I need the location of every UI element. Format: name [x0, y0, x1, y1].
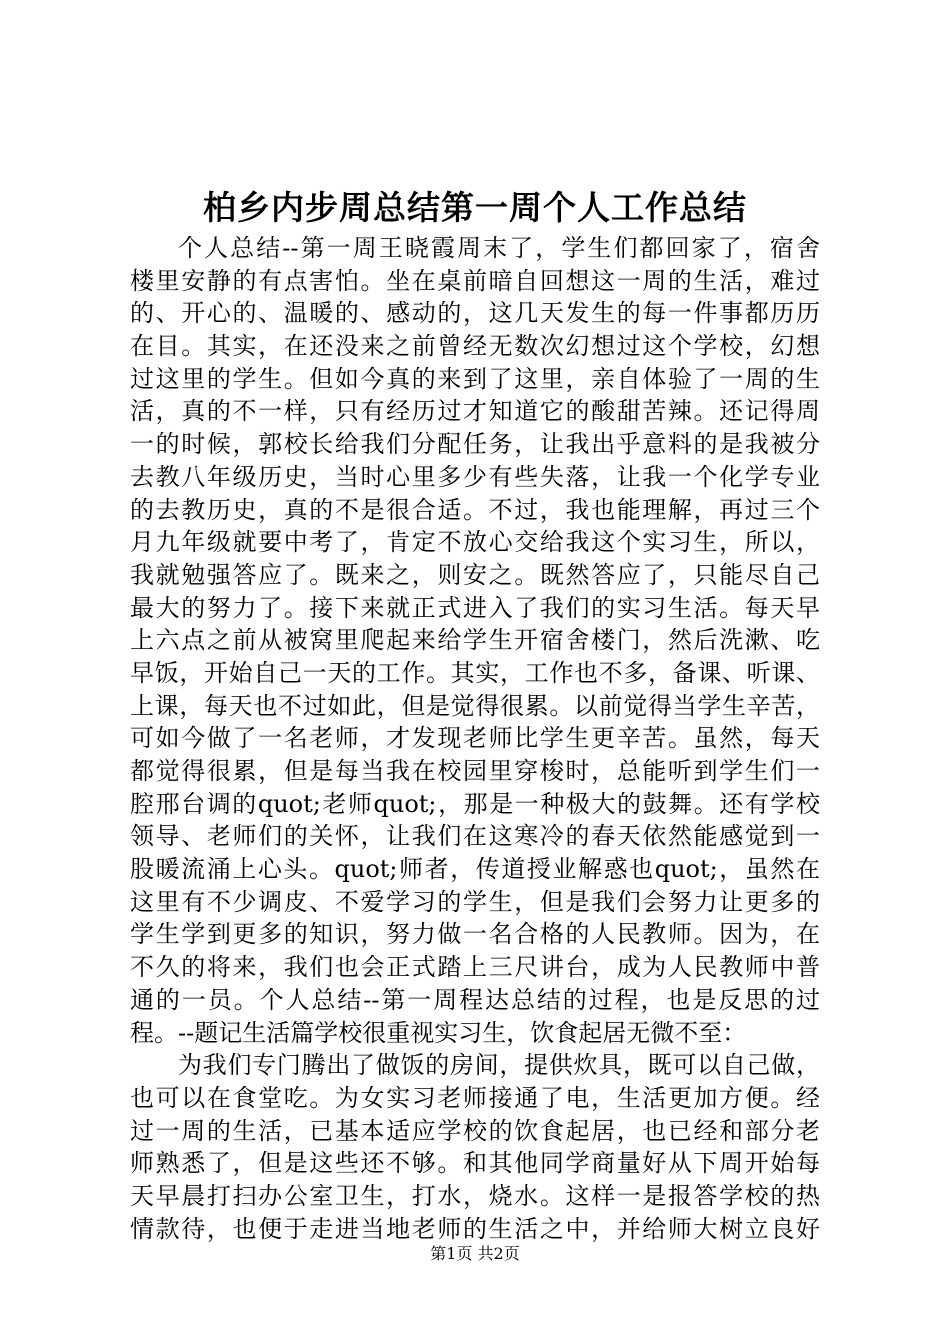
- text-line: 最大的努力了。接下来就正式进入了我们的实习生活。每天早: [130, 593, 820, 622]
- text-line: 可如今做了一名老师，才发现老师比学生更辛苦。虽然，每天: [130, 724, 820, 753]
- page-number-footer: 第1页 共2页: [430, 1244, 520, 1263]
- text-line: 都觉得很累，但是每当我在校园里穿梭时，总能听到学生们一: [130, 757, 820, 785]
- text-line: 一的时候，郭校长给我们分配任务，让我出乎意料的是我被分: [130, 430, 820, 459]
- text-line: 上六点之前从被窝里爬起来给学生开宿舍楼门，然后洗漱、吃: [130, 626, 820, 655]
- text-line: 情款待，也便于走进当地老师的生活之中，并给师大树立良好: [130, 1214, 820, 1243]
- text-line: 的去教历史，真的不是很合适。不过，我也能理解，再过三个: [130, 495, 820, 524]
- text-line: 活，真的不一样，只有经历过才知道它的酸甜苦辣。还记得周: [130, 397, 820, 426]
- text-line: 不久的将来，我们也会正式踏上三尺讲台，成为人民教师中普: [130, 953, 820, 982]
- text-line: 为我们专门腾出了做饭的房间，提供炊具，既可以自己做，: [178, 1051, 820, 1080]
- text-line: 师熟悉了，但是这些还不够。和其他同学商量好从下周开始每: [130, 1149, 820, 1178]
- text-line: 早饭，开始自己一天的工作。其实，工作也不多，备课、听课、: [130, 658, 820, 687]
- document-body: [130, 232, 820, 1245]
- text-line: 程。--题记生活篇学校很重视实习生，饮食起居无微不至：: [130, 1018, 747, 1047]
- text-line: 学生学到更多的知识，努力做一名合格的人民教师。因为，在: [130, 920, 820, 949]
- text-line: 月九年级就要中考了，肯定不放心交给我这个实习生，所以，: [130, 528, 820, 557]
- text-line: 也可以在食堂吃。为女实习老师接通了电，生活更加方便。经: [130, 1083, 820, 1112]
- text-line: 股暖流涌上心头。quot;师者，传道授业解惑也quot;，虽然在: [130, 855, 820, 884]
- text-line: 我就勉强答应了。既来之，则安之。既然答应了，只能尽自己: [130, 560, 820, 589]
- text-line: 上课，每天也不过如此，但是觉得很累。以前觉得当学生辛苦，: [130, 691, 820, 720]
- text-line: 过一周的生活，已基本适应学校的饮食起居，也已经和部分老: [130, 1116, 820, 1145]
- text-line: 腔邢台调的quot;老师quot;，那是一种极大的鼓舞。还有学校: [130, 789, 820, 818]
- text-line: 领导、老师们的关怀，让我们在这寒冷的春天依然能感觉到一: [130, 822, 820, 851]
- text-line: 在目。其实，在还没来之前曾经无数次幻想过这个学校，幻想: [130, 332, 820, 361]
- text-line: 这里有不少调皮、不爱学习的学生，但是我们会努力让更多的: [130, 887, 820, 916]
- text-line: 去教八年级历史，当时心里多少有些失落，让我一个化学专业: [130, 462, 820, 491]
- text-line: 个人总结--第一周王晓霞周末了，学生们都回家了，宿舍: [178, 234, 820, 262]
- text-line: 过这里的学生。但如今真的来到了这里，亲自体验了一周的生: [130, 364, 820, 393]
- text-line: 天早晨打扫办公室卫生，打水，烧水。这样一是报答学校的热: [130, 1181, 820, 1210]
- text-line: 通的一员。个人总结--第一周程达总结的过程，也是反思的过: [130, 985, 820, 1014]
- text-line: 楼里安静的有点害怕。坐在桌前暗自回想这一周的生活，难过: [130, 266, 820, 295]
- document-title: 柏乡内步周总结第一周个人工作总结: [203, 188, 747, 227]
- text-line: 的、开心的、温暖的、感动的，这几天发生的每一件事都历历: [130, 299, 820, 328]
